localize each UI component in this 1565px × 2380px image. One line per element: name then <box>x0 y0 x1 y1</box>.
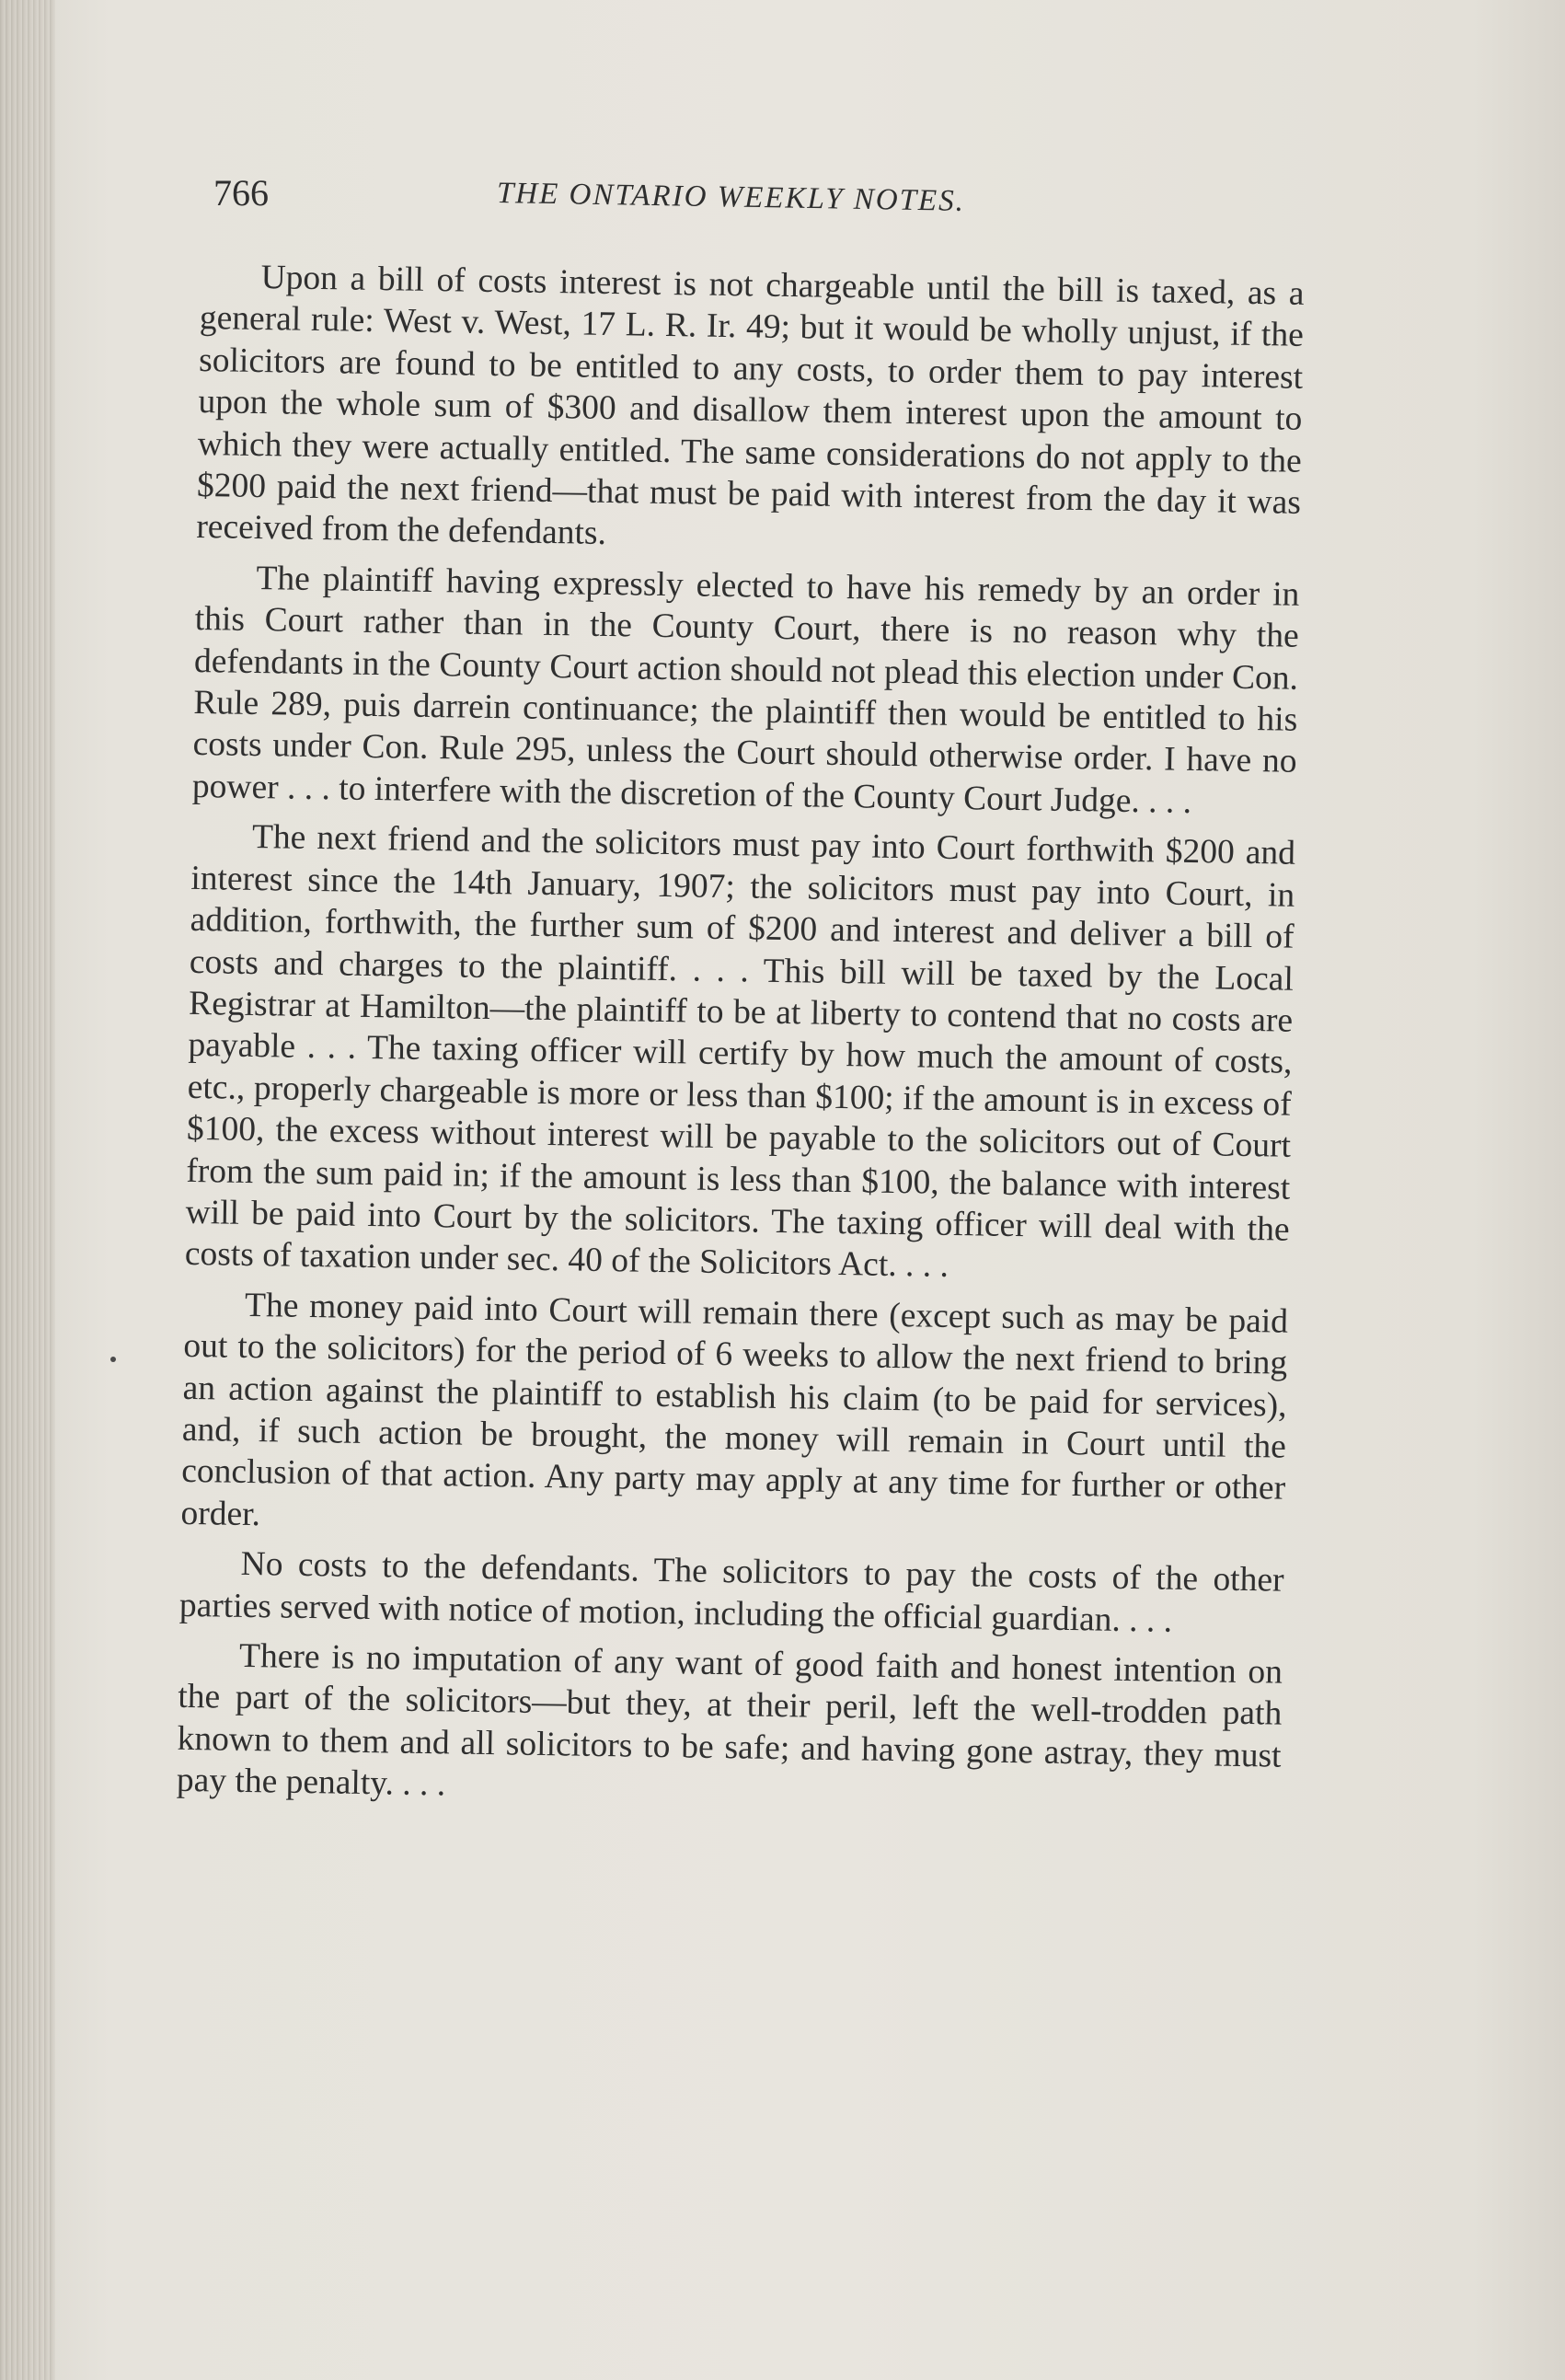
page-header <box>213 168 1318 223</box>
paragraph-interest-on-bill: Upon a bill of costs interest is not chargeable until the bill is taxed, as a general rule: West v. West, 17 L. R. Ir. 49; but it would be wholly unjust, if the solicitors are found to be entitled to any costs, to order them to pay interest upon the whole sum of $300 and disallow them interest upon the amount to which they were actually entitled. The same considerations do not apply to the $200 paid the next friend—that must be paid with interest from the day it was received from the defendants. <box>196 259 1305 553</box>
paragraph-election-of-remedy: The plaintiff having expressly elected to have his remedy by an order in this Court rather than in the County Court, there is no reason why the defendants in the County Court action should not plead this election under Con. Rule 289, puis darrein continuance; the plaintiff then would be entitled to his costs under Con. Rule 295, unless the Court should otherwise order. I have no power . . . to interfere with the discretion of the County Court Judge. . . . <box>191 559 1300 821</box>
margin-mark <box>110 1357 116 1362</box>
paragraph-payment-into-court: The next friend and the solicitors must pay into Court forthwith $200 and interest since the 14th January, 1907; the solicitors must pay into Court, in addition, forthwith, the further sum of $200 and interest and deliver a bill of costs and charges to the plaintiff. . . . This bill will be taxed by the Local Registrar at Hamilton—the plaintiff to be at liberty to contend that no costs are payable . . . The taxing officer will certify by how much the amount of costs, etc., properly chargeable is more or less than $100; if the amount is in excess of $100, the excess without interest will be payable to the solicitors out of Court from the sum paid in; if the amount is less than $100, the balance with interest will be paid into Court by the solicitors. The taxing officer will deal with the costs of taxation under sec. 40 of the Solicitors Act. . . . <box>184 818 1296 1286</box>
page-number: 766 <box>213 172 269 214</box>
paragraph-money-in-court: The money paid into Court will remain there (except such as may be paid out to the solicitors) for the period of 6 weeks to allow the next friend to bring an action against the plaintiff to establish his claim (to be paid for services), and, if such action be brought, the money will remain in Court until the conclusion of that action. Any party may apply at any time for further or other order. <box>180 1286 1289 1533</box>
running-title: THE ONTARIO WEEKLY NOTES. <box>496 177 966 218</box>
book-binding-shadow <box>0 0 55 2380</box>
paragraph-costs: No costs to the defendants. The solicitors to pay the costs of the other parties served with notice of motion, including the official guardian. . . . <box>178 1545 1284 1640</box>
paragraph-good-faith: There is no imputation of any want of good faith and honest intention on the part of the solicitors—but they, at their peril, left the well-trodden path known to them and all solicitors to be safe; and having gone astray, they must pay the penalty. . . . <box>176 1636 1283 1804</box>
body-text <box>176 256 1304 1827</box>
